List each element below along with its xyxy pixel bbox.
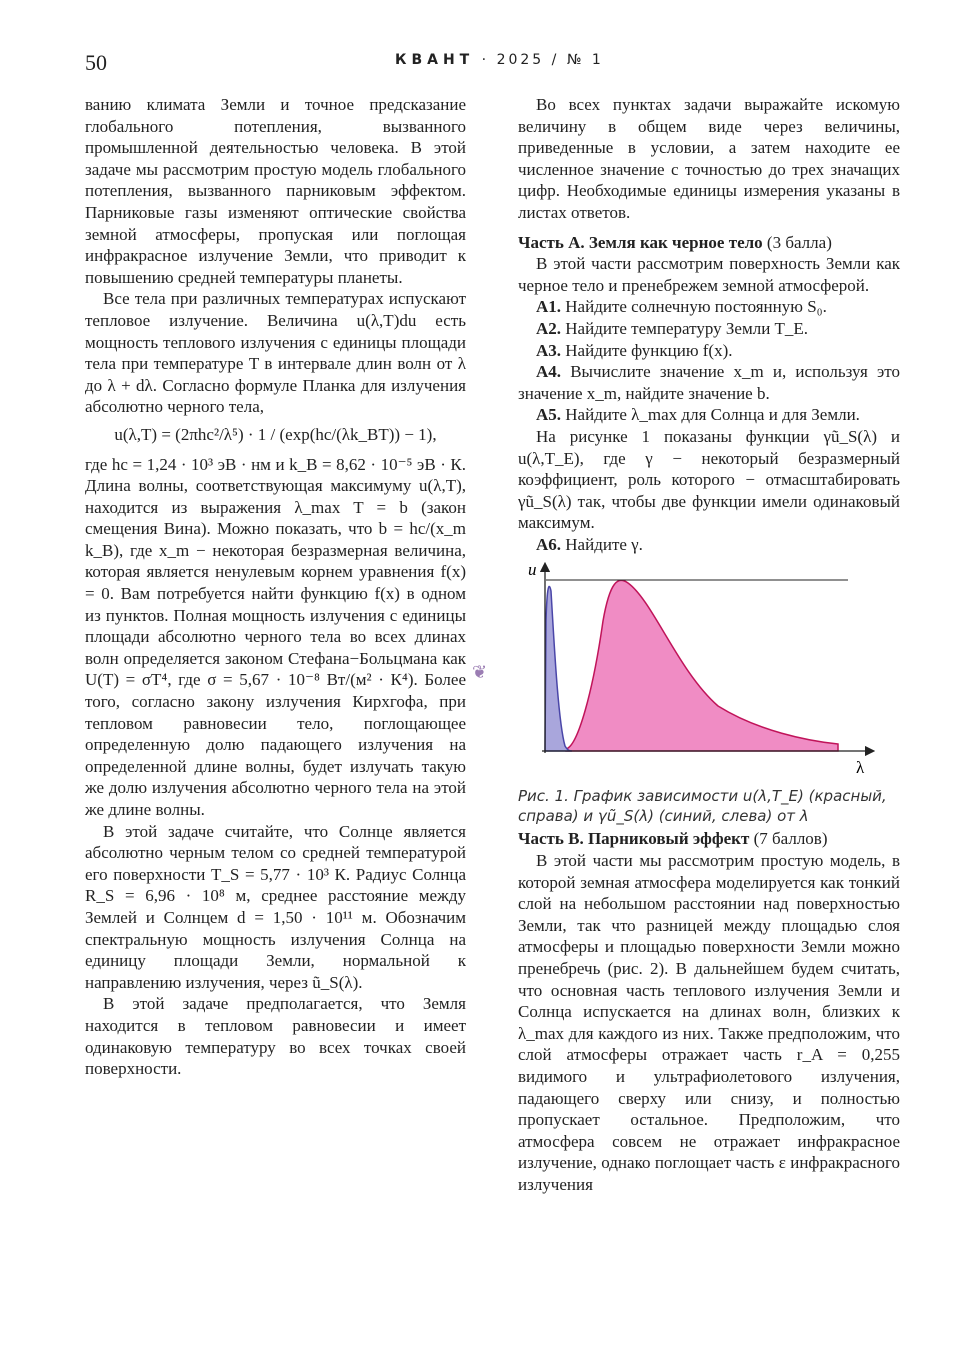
- magazine-header: [395, 52, 604, 68]
- y-axis-label: u: [528, 561, 537, 580]
- paragraph: Во всех пунктах задачи выражайте искомую величину в общем виде через величины, приведенные в условии, а затем находите ее численное значение с точностью до трех значащих цифр. Необходимые единицы измерения указаны в листах ответов.: [518, 95, 900, 222]
- earth-curve: [566, 581, 838, 752]
- paragraph: На рисунке 1 показаны функции γũ_S(λ) и u(λ,T_E), где γ − некоторый безразмерный коэффициент, роль которого − отмасштабировать γũ_S(λ) так, чтобы две функции имели одинаковый максимум.: [518, 426, 900, 533]
- page-number: 50: [85, 50, 107, 75]
- paragraph: Все тела при различных температурах испускают тепловое излучение. Величина u(λ,T)du есть мощность теплового излучения с единицы площади тела при температуре T в интервале длин волн от λ до λ + dλ. Согласно формуле Планка для излучения абсолютно черного тела,: [85, 289, 466, 417]
- part-b-heading: Часть B. Парниковый эффект (7 баллов): [518, 829, 828, 849]
- task-a1: A1. Найдите солнечную постоянную S₀.: [536, 297, 827, 317]
- figure-caption: Рис. 1. График зависимости u(λ,T_E) (красный, справа) и γũ_S(λ) (синий, слева) от λ: [518, 787, 887, 826]
- paragraph: В этой задаче считайте, что Солнце является абсолютно черным телом со средней температурой его поверхности T_S = 5,77 · 10³ К. Радиус Солнца R_S = 6,96 · 10⁸ м, среднее расстояние между Землей и Солнцем d = 1,50 · 10¹¹ м. Обозначим спектральную мощность излучения Солнца на единицу площади Земли, нормальной к направлению излучения, через ũ_S(λ).: [85, 821, 466, 992]
- paragraph: ванию климата Земли и точное предсказание глобального потепления, вызванного промышленной деятельностью человека. В этой задаче мы рассмотрим простую модель глобального потепления, вызванного парниковым эффектом. Парниковые газы изменяют оптические свойства земной атмосферы, пропуская или поглощая инфракрасное излучение Земли, что приводит к повышению средней температуры планеты.: [85, 95, 466, 287]
- right-column: [518, 94, 900, 1196]
- decorative-ornament: ❦: [472, 662, 488, 682]
- paragraph: В этой части мы рассмотрим простую модель, в которой земная атмосфера моделируется как тонкий слой на небольшом расстоянии над поверхностью Земли, так что разницей между площадью слоя атмосферы и площадью поверхности Земли можно пренебречь (рис. 2). В дальнейшем будем считать, что основная часть теплового излучения Земли и Солнца испускается на длинах волн, близких к λ_max для каждого из них. Также предположим, что слой атмосферы отражает часть r_A = 0,255 видимого и ультрафиолетового излучения, падающего сверху или снизу, и полностью пропускает остальное. Предположим, что атмосфера совсем не отражает инфракрасное излучение, однако поглощает часть ε инфракрасного излучения: [518, 851, 900, 1194]
- task-a2: A2. Найдите температуру Земли T_E.: [536, 318, 809, 338]
- task-a5: A5. Найдите λ_max для Солнца и для Земли.: [536, 405, 860, 425]
- x-axis-label: λ: [856, 758, 865, 777]
- figure-1: [518, 561, 900, 826]
- task-a6: A6. Найдите γ.: [536, 534, 643, 554]
- sun-curve: [545, 587, 572, 752]
- issue-label: · 2025 / № 1: [481, 52, 604, 68]
- paragraph: В этой части рассмотрим поверхность Земли как черное тело и пренебрежем земной атмосферой.: [518, 254, 900, 295]
- task-a3: A3. Найдите функцию f(x).: [536, 340, 733, 360]
- paragraph: где hc = 1,24 · 10³ эВ · нм и k_B = 8,62 · 10⁻⁵ эВ · К. Длина волны, соответствующая максимуму u(λ,T), находится из выражения λ_max T = b (закон смещения Вина). Можно показать, что b = hc/(x_m k_B), где x_m − некоторая безразмерная величина, которая является ненулевым корнем уравнения f(x) = 0. Вам потребуется найти функцию f(x) в одном из пунктов. Полная мощность излучения с единицы площади абсолютно черного тела во всех длинах волн определяется законом Стефана−Больцмана как U(T) = σT⁴, где σ = 5,67 · 10⁻⁸ Вт/(м² · К⁴). Более того, согласно закону излучения Кирхгофа, при тепловом равновесии тело, поглощающее определенную долю падающего излучения на определенной длине волны, будет излучать такую же долю излучения абсолютно черного тела на этой же длине волны.: [85, 454, 466, 819]
- spectrum-plot: [518, 561, 888, 776]
- task-a4: A4. Вычислите значение x_m и, используя это значение x_m, найдите значение b.: [518, 362, 901, 403]
- left-column: [85, 94, 466, 1080]
- paragraph: В этой задаче предполагается, что Земля находится в тепловом равновесии и имеет одинаковую температуру во всех точках своей поверхности.: [85, 994, 466, 1079]
- part-a-heading: Часть A. Земля как черное тело (3 балла): [518, 232, 832, 252]
- magazine-title: КВАНТ: [395, 52, 475, 68]
- planck-formula: u(λ,T) = (2πhc²/λ⁵) · 1 / (exp(hc/(λk_BT)) − 1),: [114, 424, 437, 444]
